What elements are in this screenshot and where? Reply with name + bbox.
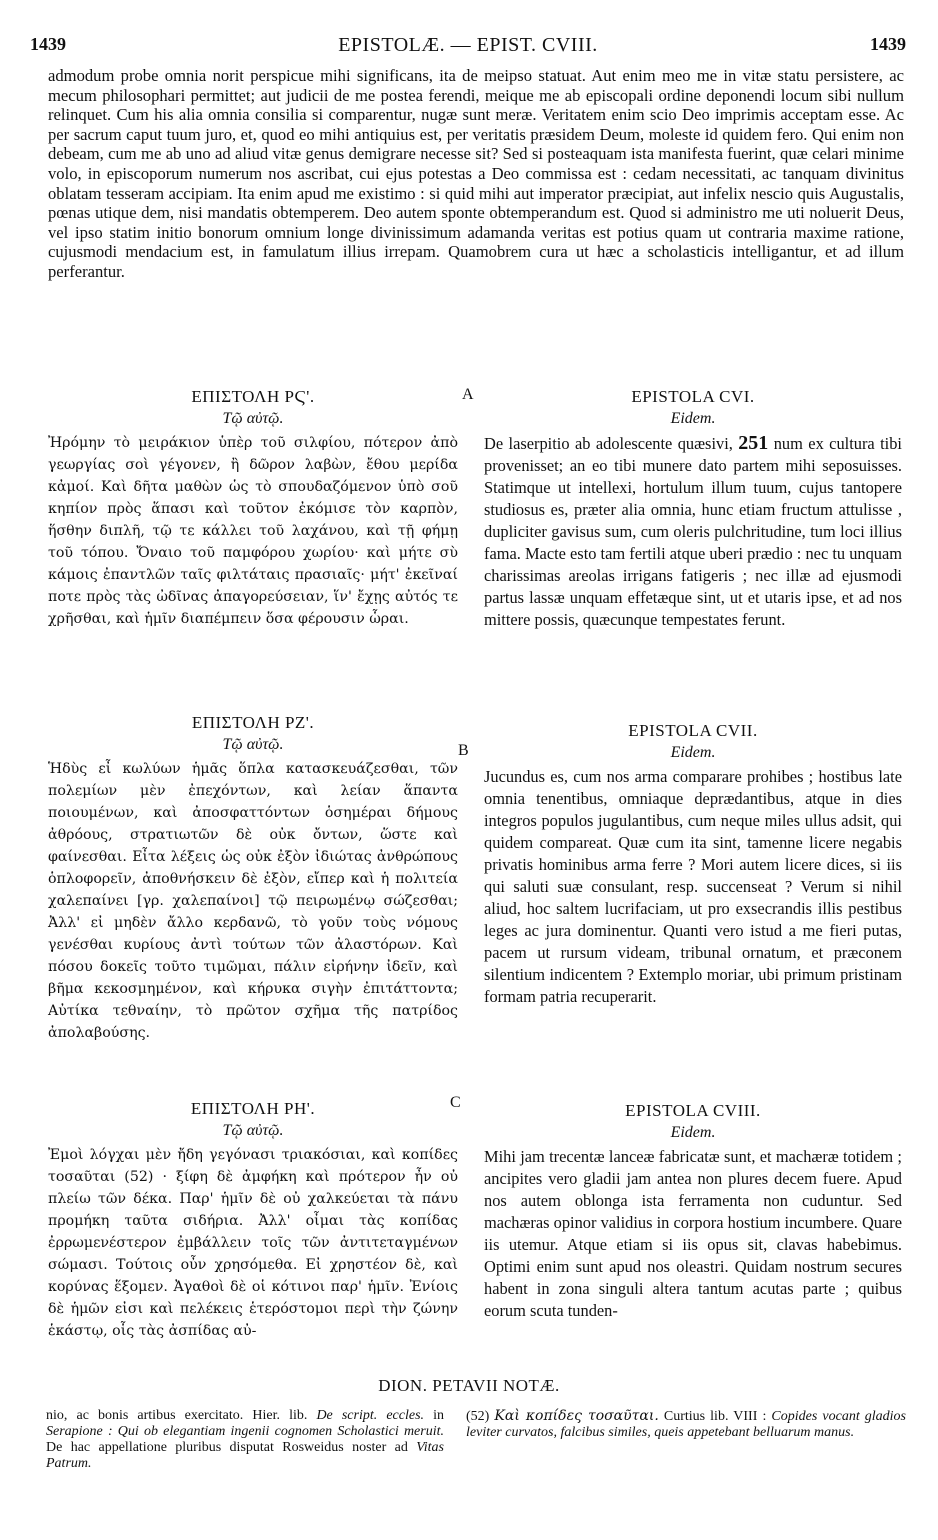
latin-letter-body: Jucundus es, cum nos arma comparare prohibes ; hostibus late omnia tenentibus, omniaque deprædantibus, atque in dies integros populos jugulantibus, cum neque miles ullus adsit, qui quidem compareat. Quæ cum ita sint, tamenne licere negabis privatis hominibus arma ferre ? Mori autem licere dices, si iis qui saluti suæ consulant, resp. succenseat ? Verum si nihil aliud, hoc saltem lucrifaciam, ut pro exsecrandis illis pestibus leges ac jura dominentur. Quanti vero istud a me fieri putas, pacem ut rursum videam, tribunal ornatum, et præconem silentium indicentem ? Extemplo moriar, ubi primum pristinam formam patria recuperarit. (484, 767, 902, 1006)
note-text: Curtius lib. VIII : (663, 1409, 767, 1424)
latin-letter-body (484, 432, 902, 631)
page-number-right: 1439 (870, 34, 906, 54)
note-text: in (433, 1408, 445, 1423)
note-left (46, 1408, 444, 1472)
note-text: nio, ac bonis artibus exercitato. Hier. lib. (46, 1408, 308, 1423)
running-title: EPISTOLÆ. — EPIST. CVIII. (338, 34, 598, 56)
note-italic: Serapione : Qui ob elegantiam ingenii cognomen Scholastici meruit. (46, 1424, 444, 1439)
note-right (466, 1408, 906, 1441)
greek-letter-107 (48, 712, 458, 1044)
greek-letter-body: Ἡδὺς εἶ κωλύων ἡμᾶς ὅπλα κατασκευάζεσθαι, τῶν πολεμίων μὲν ἐπεχόντων, καὶ λείαν ἅπαντα ποιουμένων, καὶ ἀποσφαττόντων ὁσημέραι δήμους ἀθρόους, στρατιωτῶν δὲ οὐκ ὄντων, ὥστε καὶ φαίνεσθαι. Εἶτα λέξεις ὡς οὐκ ἐξὸν ἰδιώτας ἀνθρώπους ὁπλοφορεῖν, ἀποθνήσκειν δὲ ἐξὸν, εἴπερ καὶ ἡ πολιτεία χαλεπαίνει [γρ. χαλεπαίνοι] τῷ πειρωμένῳ σώζεσθαι; Ἀλλ' εἰ μηδὲν ἄλλο κερδανῶ, τὸ γοῦν τοὺς νόμους γενέσθαι κυρίους ἀντὶ τούτων τῶν ἀλαστόρων. Καὶ πόσου δοκεῖς τοῦτο τιμῶμαι, πάλιν εἰρήνην ἰδεῖν, καὶ βῆμα κεκοσμημένον, καὶ κήρυκα σιγὴν ἐπιτάττοντα; Αὐτίκα τεθναίην, τὸ πρῶτον σχῆμα τῆς πατρίδος ἀπολαβούσης. (48, 761, 458, 1041)
greek-letter-addressee: Τῷ αὐτῷ. (222, 1122, 284, 1139)
section-marker-a: A (462, 386, 474, 403)
note-greek-lemma: Καὶ κοπίδες τοσαῦται. (494, 1408, 659, 1424)
latin-letter-addressee: Eidem. (670, 744, 716, 761)
greek-letter-108 (48, 1098, 458, 1342)
page-header (30, 34, 906, 58)
note-italic: Copides vocant gladios leviter curvatos, falcibus similes, queis appetebant belluarum manus. (466, 1409, 907, 1440)
notes-heading: DION. PETAVII NOTÆ. (378, 1376, 560, 1395)
latin-letter-108 (484, 1100, 902, 1322)
note-text: De hac appellatione pluribus disputat Rosweidus noster ad (46, 1440, 408, 1455)
latin-letter-107 (484, 720, 902, 1008)
latin-body-rest: num ex cultura tibi provenisset; an eo tibi munere dato partem mihi seposuisses. Statimque ut intellexi, hortulum illum tuum, cujus tantopere studiosus es, præter alia omnia, hunc etiam fructum attulisse , dupliciter gavisus sum, cum oleris pulchritudine, tum loci illius fama. Macte esto tam fertili atque uberi prædio : nec tu unquam charissimas areolas irrigans fatigeris ; nec illæ ad ejusmodi partus lassæ unquam effetæque sint, ut et utaris ipse, et ad nos mittere possis, quæcunque tempestates ferunt. (484, 434, 902, 629)
note-number: (52) (466, 1409, 490, 1424)
latin-letter-title: EPISTOLA CVII. (628, 721, 758, 740)
latin-letter-106 (484, 386, 902, 631)
section-marker-c: C (450, 1094, 461, 1111)
greek-letter-body: Ἠρόμην τὸ μειράκιον ὑπὲρ τοῦ σιλφίου, πότερον ἀπὸ γεωργίας σοὶ γέγονεν, ἢ δῶρον λαβὼν, ἔθου μερίδα κἀμοί. Καὶ δῆτα μαθὼν ὡς τὸ σπουδαζόμενον ὑπὸ σοῦ κηπίον πρὸς ἅπασι καὶ τοῦτον ἐκόμισε τὸν καρπὸν, ἥσθην διπλῆ, τῷ τε κάλλει τοῦ λαχάνου, καὶ τῇ φήμῃ τοῦ τόπου. Ὄναιο τοῦ παμφόρου χωρίου· καὶ μήτε σὺ κάμοις ἐπαντλῶν ταῖς φιλτάταις πρασιαῖς· μήτ' ἐκεῖναί ποτε πρὸς τὰς ὠδῖνας ἀπαγορεύσειαν, ἵν' ἔχῃς αὐτός τε χρῆσθαι, καὶ ἡμῖν διαπέμπειν ὅσα φέρουσιν ὧραι. (48, 435, 458, 627)
column-number: 251 (738, 432, 769, 454)
greek-letter-106 (48, 386, 458, 630)
greek-letter-title: ΕΠΙΣΤΟΛΗ ΡΗ'. (190, 1099, 316, 1118)
note-italic: Vitas Patrum. (46, 1440, 444, 1471)
latin-letter-addressee: Eidem. (670, 1124, 716, 1141)
top-paragraph: admodum probe omnia norit perspicue mihi significans, ita de meipso statuat. Aut enim meo me in vitæ statu persistere, ac mecum philosophari permittet; aut judicii de me postea ferendi, meique me ab episcopali ordine deponendi locum sibi nullum relinquet. Cum his alia omnia consilia si comparentur, nugæ sunt meræ. Veritatem enim scio Deo imprimis acceptam esse. Ac per sacrum caput tuum juro, et, quod eo mihi antiquius est, per veritatis præsidem Deum, moleste id quidem fero. Qui enim non debeam, cum me ab uno ad aliud vitæ genus demigrare necesse sit? Sed si posteaquam ista manifesta fuerint, quæ celari minime volo, in episcoporum numerum nos ascribat, cui ejus potestas a Deo commissa est : cedam necessitati, ac tanquam divinitus oblatam tesseram accipiam. Ita enim apud me existimo : si quid mihi aut imperator præcipiat, aut infelix nescio quis Augustalis, pœnas utique dem, nisi mandatis obtemperem. Deo autem sponte obtemperandum est. Quod si administro me uti noluerit Deus, vel ipso statim initio bonorum omnium longe divinissimum adamanda veritas est potius quam ut contraria maxime ratione, cujusmodi mendacium est, in famulatum illius irrepam. Quamobrem cura ut hæc a scholasticis intelligantur, et ad illum perferantur. (48, 66, 904, 281)
greek-letter-addressee: Τῷ αὐτῷ. (222, 410, 284, 427)
greek-letter-title: ΕΠΙΣΤΟΛΗ ΡϚ'. (191, 387, 315, 406)
latin-letter-title: EPISTOLA CVIII. (625, 1101, 761, 1120)
latin-letter-title: EPISTOLA CVI. (631, 387, 755, 406)
latin-letter-addressee: Eidem. (670, 410, 716, 427)
note-italic: De script. eccles. (316, 1408, 425, 1423)
greek-letter-addressee: Τῷ αὐτῷ. (222, 736, 284, 753)
latin-body-start: De laserpitio ab adolescente quæsivi, (484, 434, 733, 453)
greek-letter-title: ΕΠΙΣΤΟΛΗ ΡΖ'. (191, 713, 315, 732)
page-number-left: 1439 (30, 34, 66, 54)
section-marker-b: B (458, 742, 469, 759)
latin-letter-body: Mihi jam trecentæ lanceæ fabricatæ sunt, et machæræ totidem ; ancipites vero gladii jam antea non plures decem fuere. Apud nos autem oblonga ista ferramenta non cuduntur. Sed machæras opinor validius in corpora hostium incumbere. Quare iis utemur. Atque etiam si iis opus sit, clavas habebimus. Optimi enim sunt apud nos oleastri. Quidam nostrum secures habent in zona singuli altera tantum acutas parte ; quibus eorum scuta tunden- (484, 1147, 902, 1320)
greek-letter-body: Ἐμοὶ λόγχαι μὲν ἤδη γεγόνασι τριακόσιαι, καὶ κοπίδες τοσαῦται (52) · ξίφη δὲ ἀμφήκη καὶ πρότερον ἦν οὐ πλείω τῶν δέκα. Παρ' ἡμῖν δὲ οὐ χαλκεύεται τὰ πάνυ προμήκη ταῦτα σιδήρια. Ἀλλ' οἶμαι τὰς κοπίδας ἐρρωμενέστερον ἐμβάλλειν τοῖς τῶν ἀντιτεταγμένων σώμασι. Τούτοις οὖν χρησόμεθα. Εἰ χρηστέον δὲ, καὶ κορύνας ἕξομεν. Ἀγαθοὶ δὲ οἱ κότινοι παρ' ἡμῖν. Ἐνίοις δὲ ἡμῶν εἰσι καὶ πελέκεις ἑτερόστομοι περὶ τὴν ζώνην ἑκάστῳ, οἷς τὰς ἀσπίδας αὐ- (48, 1147, 458, 1339)
